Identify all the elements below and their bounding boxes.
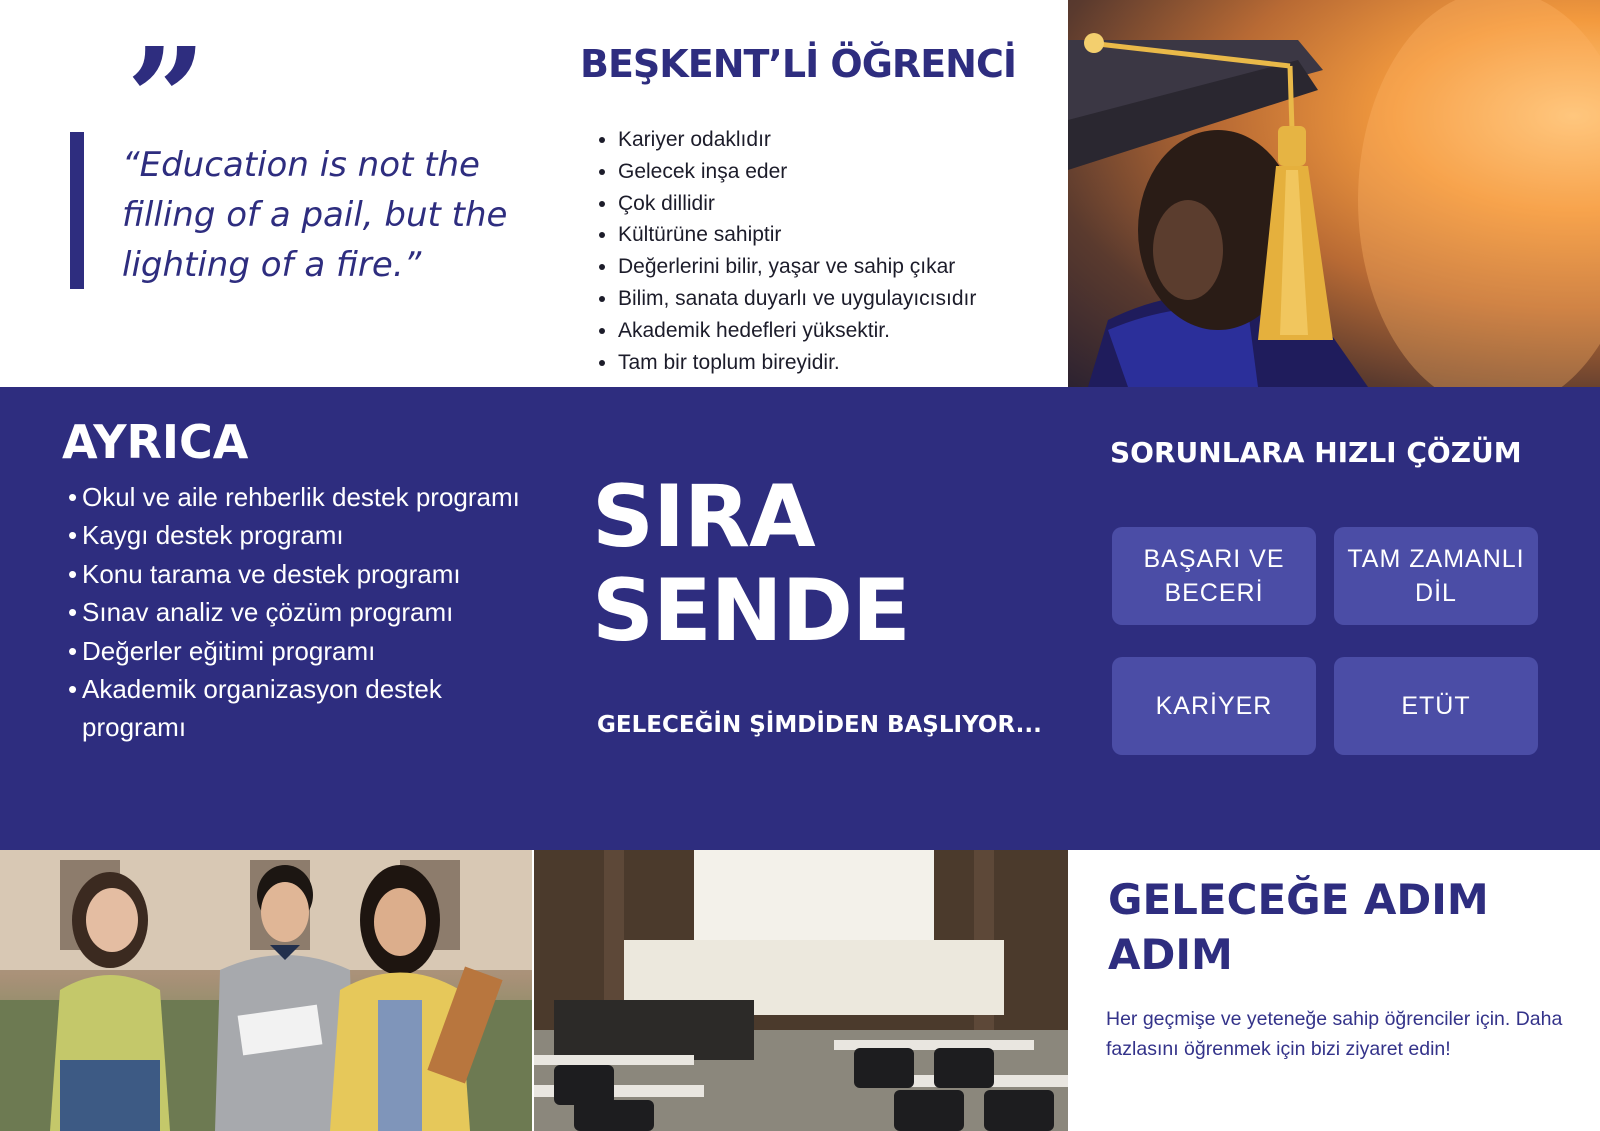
student-section-title: BEŞKENT’Lİ ÖĞRENCİ (580, 42, 1016, 86)
trait-list (594, 124, 976, 378)
future-title: GELECEĞE ADIM ADIM (1108, 875, 1489, 979)
students-illustration (0, 850, 532, 1131)
future-description: Her geçmişe ve yeteneğe sahip öğrenciler için. Daha fazlasını öğrenmek için bizi ziyaret edin! (1106, 1008, 1563, 1060)
trait-item: • Kariyer odaklıdır (618, 124, 976, 156)
quote-icon: ” (126, 18, 207, 182)
solutions-title: SORUNLARA HIZLI ÇÖZÜM (1110, 436, 1522, 469)
graduation-photo (1068, 0, 1600, 387)
ayrica-title: AYRICA (62, 415, 249, 469)
hero-tagline: GELECEĞİN ŞİMDİDEN BAŞLIYOR... (597, 712, 1042, 738)
success-skill-button[interactable]: BAŞARI VE BECERİ (1112, 527, 1316, 625)
trait-item: • Gelecek inşa eder (618, 156, 976, 188)
trait-item: • Çok dillidir (618, 188, 976, 220)
study-hall-button[interactable]: ETÜT (1334, 657, 1538, 755)
quote-text: “Education is not the filling of a pail, but the lighting of a fire.” (122, 145, 508, 285)
hero-headline (592, 467, 910, 661)
career-button[interactable]: KARİYER (1112, 657, 1316, 755)
graduation-illustration (1068, 0, 1600, 387)
program-item: • Sınav analiz ve çözüm programı (68, 593, 528, 631)
full-time-language-button[interactable]: TAM ZAMANLI DİL (1334, 527, 1538, 625)
program-item: • Kaygı destek programı (68, 516, 528, 554)
quote-accent-bar (70, 132, 84, 289)
classroom-photo (534, 850, 1068, 1131)
program-item: • Değerler eğitimi programı (68, 632, 528, 670)
trait-item: • Değerlerini bilir, yaşar ve sahip çıkar (618, 251, 976, 283)
program-item: • Akademik organizasyon destek programı (68, 670, 528, 747)
hero-line-1: SIRA (592, 467, 815, 567)
trait-item: • Kültürüne sahiptir (618, 219, 976, 251)
trait-item: • Bilim, sanata duyarlı ve uygulayıcısıdır (618, 283, 976, 315)
program-list (68, 478, 528, 747)
program-item: • Konu tarama ve destek programı (68, 555, 528, 593)
trait-item: • Akademik hedefleri yüksektir. (618, 315, 976, 347)
trait-item: • Tam bir toplum bireyidir. (618, 347, 976, 379)
classroom-illustration (534, 850, 1068, 1131)
hero-line-2: SENDE (592, 561, 910, 661)
students-photo (0, 850, 532, 1131)
program-item: • Okul ve aile rehberlik destek programı (68, 478, 528, 516)
